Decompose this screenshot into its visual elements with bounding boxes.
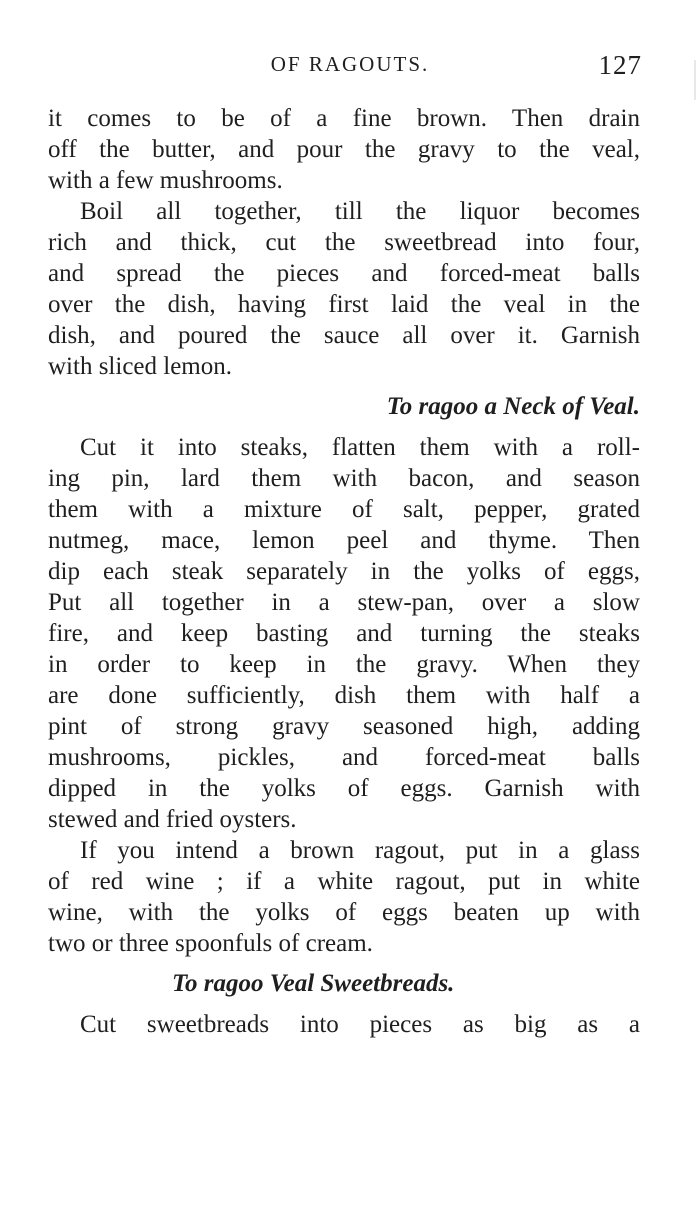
text-line: in order to keep in the gravy. When they bbox=[48, 651, 640, 678]
page-body bbox=[48, 103, 640, 1040]
text-line: mushrooms, pickles, and forced-meat balls bbox=[48, 744, 640, 771]
text-line: dipped in the yolks of eggs. Garnish with bbox=[48, 775, 640, 802]
paragraph bbox=[48, 1009, 640, 1040]
paragraph bbox=[48, 432, 640, 835]
text-line: are done sufficiently, dish them with half a bbox=[48, 682, 640, 709]
text-line: Boil all together, till the liquor becomes bbox=[80, 198, 640, 225]
paragraph bbox=[48, 196, 640, 382]
text-line: of red wine ; if a white ragout, put in white bbox=[48, 868, 640, 895]
text-line: Cut sweetbreads into pieces as big as a bbox=[80, 1011, 640, 1038]
section-heading: To ragoo Veal Sweetbreads. bbox=[172, 970, 455, 997]
text-line: dish, and poured the sauce all over it. Garnish bbox=[48, 322, 640, 349]
text-line: it comes to be of a fine brown. Then drain bbox=[48, 105, 640, 132]
text-line: over the dish, having first laid the veal in the bbox=[48, 291, 640, 318]
text-line: dip each steak separately in the yolks of eggs, bbox=[48, 558, 640, 585]
text-line: with sliced lemon. bbox=[48, 353, 232, 380]
text-line: fire, and keep basting and turning the steaks bbox=[48, 620, 640, 647]
paragraph bbox=[48, 835, 640, 959]
section-heading: To ragoo a Neck of Veal. bbox=[386, 393, 640, 420]
text-line: pint of strong gravy seasoned high, adding bbox=[48, 713, 640, 740]
page-edge-shadow bbox=[694, 60, 696, 100]
paragraph-continuation bbox=[48, 103, 640, 196]
text-line: them with a mixture of salt, pepper, grated bbox=[48, 496, 640, 523]
text-line: with a few mushrooms. bbox=[48, 167, 283, 194]
running-head: OF RAGOUTS. bbox=[270, 52, 430, 76]
text-line: Cut it into steaks, flatten them with a roll- bbox=[80, 434, 640, 461]
text-line: and spread the pieces and forced-meat balls bbox=[48, 260, 640, 287]
text-line: If you intend a brown ragout, put in a glass bbox=[80, 837, 640, 864]
text-line: nutmeg, mace, lemon peel and thyme. Then bbox=[48, 527, 640, 554]
page-number: 127 bbox=[598, 50, 642, 80]
text-line: ing pin, lard them with bacon, and season bbox=[48, 465, 640, 492]
text-line: two or three spoonfuls of cream. bbox=[48, 930, 373, 957]
text-line: stewed and fried oysters. bbox=[48, 806, 297, 833]
text-line: wine, with the yolks of eggs beaten up with bbox=[48, 899, 640, 926]
text-line: rich and thick, cut the sweetbread into four, bbox=[48, 229, 640, 256]
text-line: off the butter, and pour the gravy to the veal, bbox=[48, 136, 640, 163]
text-line: Put all together in a stew-pan, over a slow bbox=[48, 589, 640, 616]
